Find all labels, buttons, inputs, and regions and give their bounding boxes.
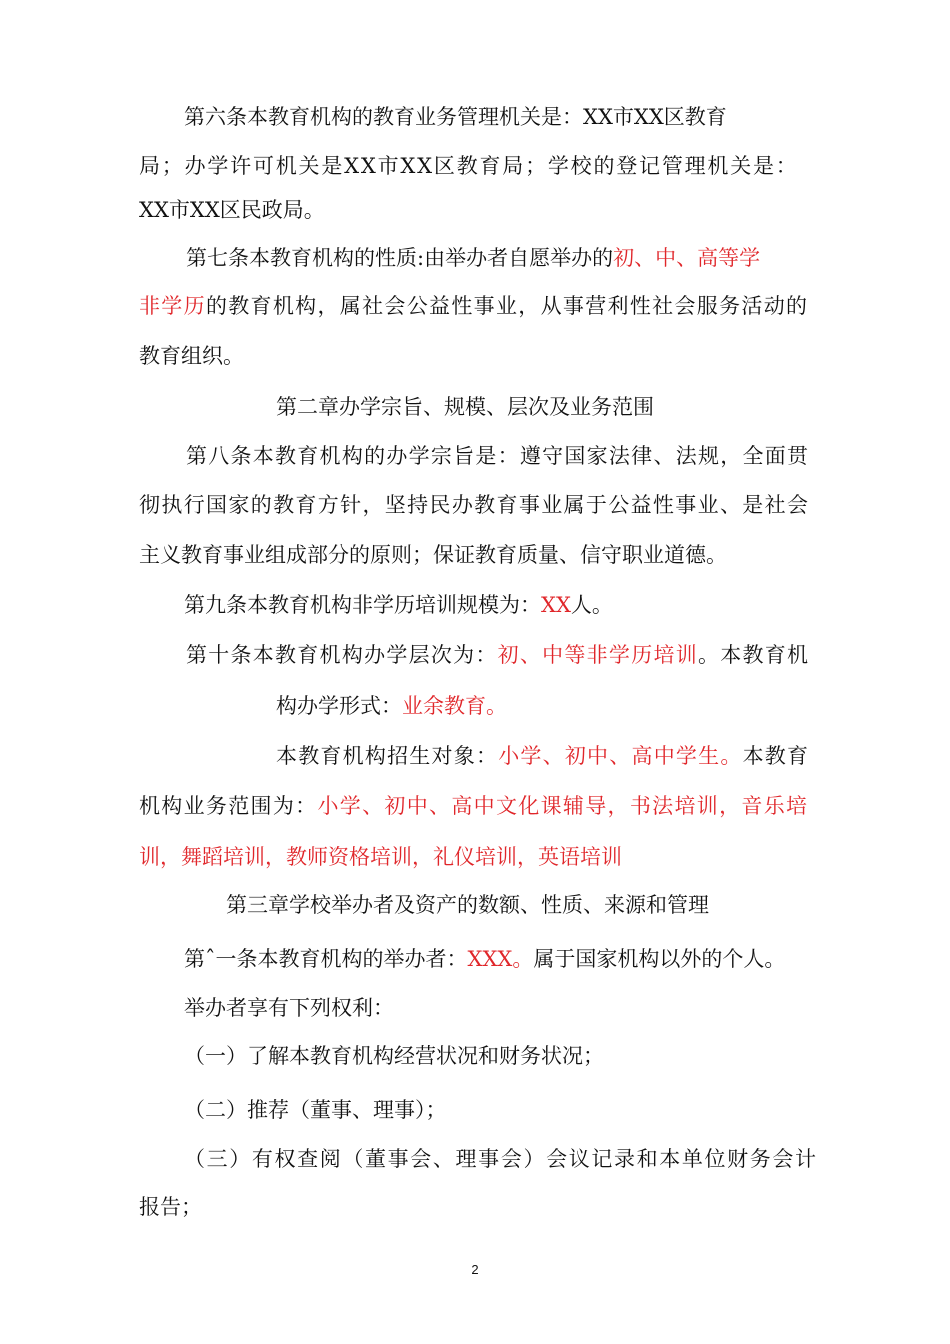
text-line [226, 891, 709, 919]
text-span: （三）有权查阅（董事会、理事会）会议记录和本单位财务会计 [184, 1147, 818, 1171]
text-line [186, 641, 809, 669]
text-line [276, 742, 809, 770]
text-span: 举办者享有下列权利： [184, 996, 394, 1020]
highlighted-text: 初、中、高等学 [613, 246, 761, 270]
text-line [186, 442, 809, 470]
text-span: 构办学形式： [276, 694, 402, 718]
text-line [184, 994, 394, 1022]
highlighted-text: 业余教育。 [402, 694, 507, 718]
text-line [184, 1145, 818, 1173]
highlighted-text: 训，舞蹈培训，教师资格培训，礼仪培训，英语培训 [139, 845, 622, 869]
text-span: XX市XX区民政局。 [139, 198, 325, 222]
text-span: （二）推荐（董事、理事）； [184, 1098, 447, 1122]
text-span: 报告； [139, 1195, 202, 1219]
text-span: 第三章学校举办者及资产的数额、性质、来源和管理 [226, 893, 709, 917]
text-line [276, 393, 654, 421]
text-span: 。本教育机 [697, 643, 810, 667]
highlighted-text: 小学、初中、高中学生。 [498, 744, 743, 768]
text-line [139, 342, 244, 370]
text-line [139, 1193, 202, 1221]
text-span: 第七条本教育机构的性质:由举办者自愿举办的 [186, 246, 614, 270]
text-span: 第十条本教育机构办学层次为： [186, 643, 498, 667]
text-span: 第ˆ一条本教育机构的举办者： [184, 947, 468, 971]
text-line [184, 591, 613, 619]
text-span: 属于国家机构以外的个人。 [533, 947, 786, 971]
text-line [139, 491, 809, 519]
text-span: 局；办学许可机关是XX市XX区教育局；学校的登记管理机关是： [139, 154, 799, 178]
highlighted-text: XXX。 [467, 947, 534, 971]
highlighted-text: 初、中等非学历培训 [497, 643, 698, 667]
highlighted-text: 小学、初中、高中文化课辅导，书法培训，音乐培 [317, 794, 809, 818]
page-number: 2 [471, 1262, 479, 1277]
text-span: 彻执行国家的教育方针，坚持民办教育事业属于公益性事业、是社会 [139, 493, 810, 517]
text-span: 本教育 [742, 744, 810, 768]
text-line [139, 196, 325, 224]
text-line [184, 103, 727, 131]
text-line [184, 1096, 447, 1124]
text-span: 第九条本教育机构非学历培训规模为： [184, 593, 541, 617]
text-span: 主义教育事业组成部分的原则；保证教育质量、信守职业道德。 [139, 543, 727, 567]
text-span: 人。 [570, 593, 613, 617]
text-line [139, 541, 727, 569]
text-span: 机构业务范围为： [139, 794, 318, 818]
highlighted-text: XX [541, 593, 571, 617]
text-line [139, 292, 808, 320]
text-line [139, 792, 808, 820]
text-line [184, 945, 785, 973]
text-line [184, 1042, 604, 1070]
text-line [186, 244, 760, 272]
text-span: 的教育机构，属社会公益性事业，从事营利性社会服务活动的 [205, 294, 809, 318]
text-line [139, 152, 799, 180]
text-span: 本教育机构招生对象： [276, 744, 499, 768]
text-span: 第八条本教育机构的办学宗旨是：遵守国家法律、法规，全面贯 [186, 444, 810, 468]
highlighted-text: 非学历 [139, 294, 206, 318]
text-line [139, 843, 622, 871]
text-span: 第二章办学宗旨、规模、层次及业务范围 [276, 395, 654, 419]
text-span: （一）了解本教育机构经营状况和财务状况； [184, 1044, 604, 1068]
text-span: 教育组织。 [139, 344, 244, 368]
text-line [276, 692, 507, 720]
text-span: 第六条本教育机构的教育业务管理机关是：XX市XX区教育 [184, 105, 727, 129]
